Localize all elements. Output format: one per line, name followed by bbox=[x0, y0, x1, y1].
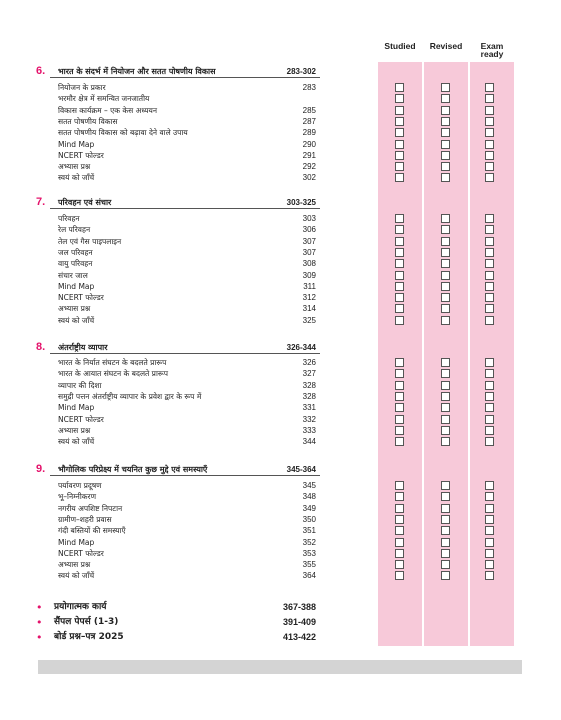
topic-title: Mind Map bbox=[58, 403, 95, 412]
studied-checkbox[interactable] bbox=[395, 83, 404, 92]
studied-checkbox[interactable] bbox=[395, 282, 404, 291]
list-item bbox=[0, 491, 561, 502]
revised-checkbox[interactable] bbox=[441, 560, 450, 569]
topic-page: 326 bbox=[302, 358, 316, 367]
studied-checkbox[interactable] bbox=[395, 571, 404, 580]
extra-section-row bbox=[0, 632, 561, 643]
list-item bbox=[0, 161, 561, 172]
chapter-number: 8. bbox=[36, 341, 46, 353]
studied-checkbox[interactable] bbox=[395, 426, 404, 435]
revised-checkbox[interactable] bbox=[441, 106, 450, 115]
studied-checkbox[interactable] bbox=[395, 381, 404, 390]
list-item bbox=[0, 258, 561, 269]
topic-title: तेल एवं गैस पाइपलाइन bbox=[58, 237, 122, 246]
topic-title: गंदी बस्तियों की समस्याएँ bbox=[58, 526, 126, 535]
topic-page: 333 bbox=[302, 426, 316, 435]
exam-ready-checkbox[interactable] bbox=[485, 259, 494, 268]
revised-checkbox[interactable] bbox=[441, 151, 450, 160]
exam-ready-checkbox[interactable] bbox=[485, 214, 494, 223]
topic-title: व्यापार की दिशा bbox=[58, 381, 102, 390]
list-item bbox=[0, 150, 561, 161]
footer-bar bbox=[38, 660, 522, 674]
topic-page: 291 bbox=[302, 151, 316, 160]
column-header-line1: Exam bbox=[480, 41, 504, 51]
list-item bbox=[0, 127, 561, 138]
list-item bbox=[0, 391, 561, 402]
topic-title: Mind Map bbox=[58, 282, 95, 291]
exam-ready-checkbox[interactable] bbox=[485, 106, 494, 115]
bullet-icon: • bbox=[36, 631, 43, 644]
topic-page: 292 bbox=[302, 162, 316, 171]
studied-checkbox[interactable] bbox=[395, 504, 404, 513]
studied-checkbox[interactable] bbox=[395, 392, 404, 401]
topic-title: अभ्यास प्रश्न bbox=[58, 304, 91, 313]
studied-checkbox[interactable] bbox=[395, 162, 404, 171]
revised-checkbox[interactable] bbox=[441, 415, 450, 424]
topic-title: परिवहन bbox=[58, 214, 80, 223]
extra-section-title: सैंपल पेपर्स (1-3) bbox=[54, 617, 119, 627]
list-item bbox=[0, 116, 561, 127]
exam-ready-checkbox[interactable] bbox=[485, 481, 494, 490]
revised-checkbox[interactable] bbox=[441, 271, 450, 280]
revised-checkbox[interactable] bbox=[441, 526, 450, 535]
studied-checkbox[interactable] bbox=[395, 128, 404, 137]
topic-page: 307 bbox=[302, 237, 316, 246]
topic-title: NCERT फोल्डर bbox=[58, 549, 104, 558]
exam-ready-checkbox[interactable] bbox=[485, 162, 494, 171]
list-item bbox=[0, 224, 561, 235]
topic-page: 303 bbox=[302, 214, 316, 223]
list-item bbox=[0, 292, 561, 303]
topic-page: 306 bbox=[302, 225, 316, 234]
revised-checkbox[interactable] bbox=[441, 369, 450, 378]
exam-ready-checkbox[interactable] bbox=[485, 358, 494, 367]
topic-page: 312 bbox=[302, 293, 316, 302]
revised-checkbox[interactable] bbox=[441, 538, 450, 547]
list-item bbox=[0, 368, 561, 379]
exam-ready-checkbox[interactable] bbox=[485, 403, 494, 412]
list-item bbox=[0, 537, 561, 548]
studied-checkbox[interactable] bbox=[395, 248, 404, 257]
chapter-pages: 345-364 bbox=[286, 465, 316, 474]
revised-checkbox[interactable] bbox=[441, 504, 450, 513]
chapter-row bbox=[0, 342, 561, 353]
topic-page: 331 bbox=[302, 403, 316, 412]
topic-title: अभ्यास प्रश्न bbox=[58, 560, 91, 569]
list-item bbox=[0, 570, 561, 581]
topic-page: 325 bbox=[302, 316, 316, 325]
studied-checkbox[interactable] bbox=[395, 358, 404, 367]
topic-title: संचार जाल bbox=[58, 271, 88, 280]
chapter-pages: 283-302 bbox=[286, 67, 316, 76]
topic-page: 351 bbox=[302, 526, 316, 535]
list-item bbox=[0, 213, 561, 224]
list-item bbox=[0, 303, 561, 314]
revised-checkbox[interactable] bbox=[441, 426, 450, 435]
studied-checkbox[interactable] bbox=[395, 526, 404, 535]
topic-page: 302 bbox=[302, 173, 316, 182]
topic-title: Mind Map bbox=[58, 538, 95, 547]
topic-page: 332 bbox=[302, 415, 316, 424]
exam-ready-checkbox[interactable] bbox=[485, 426, 494, 435]
list-item bbox=[0, 402, 561, 413]
exam-ready-checkbox[interactable] bbox=[485, 316, 494, 325]
chapter-title: भौगोलिक परिप्रेक्ष्य में चयनित कुछ मुद्दे एवं समस्याएँ bbox=[58, 465, 208, 474]
exam-ready-checkbox[interactable] bbox=[485, 369, 494, 378]
topic-page: 352 bbox=[302, 538, 316, 547]
topic-page: 309 bbox=[302, 271, 316, 280]
topic-title: नियोजन के प्रकार bbox=[58, 83, 106, 92]
exam-ready-checkbox[interactable] bbox=[485, 117, 494, 126]
exam-ready-checkbox[interactable] bbox=[485, 282, 494, 291]
bullet-icon: • bbox=[36, 601, 43, 614]
revised-checkbox[interactable] bbox=[441, 549, 450, 558]
revised-checkbox[interactable] bbox=[441, 492, 450, 501]
exam-ready-checkbox[interactable] bbox=[485, 237, 494, 246]
revised-checkbox[interactable] bbox=[441, 381, 450, 390]
topic-title: NCERT फोल्डर bbox=[58, 293, 104, 302]
exam-ready-checkbox[interactable] bbox=[485, 140, 494, 149]
topic-page: 353 bbox=[302, 549, 316, 558]
exam-ready-checkbox[interactable] bbox=[485, 271, 494, 280]
exam-ready-checkbox[interactable] bbox=[485, 173, 494, 182]
extra-section-title: प्रयोगात्मक कार्य bbox=[54, 602, 107, 612]
list-item bbox=[0, 503, 561, 514]
revised-checkbox[interactable] bbox=[441, 515, 450, 524]
topic-page: 283 bbox=[302, 83, 316, 92]
extra-section-pages: 391-409 bbox=[282, 617, 316, 627]
topic-page: 345 bbox=[302, 481, 316, 490]
revised-checkbox[interactable] bbox=[441, 128, 450, 137]
exam-ready-checkbox[interactable] bbox=[485, 128, 494, 137]
exam-ready-checkbox[interactable] bbox=[485, 293, 494, 302]
exam-ready-checkbox[interactable] bbox=[485, 94, 494, 103]
revised-checkbox[interactable] bbox=[441, 214, 450, 223]
topic-page: 311 bbox=[303, 282, 316, 291]
topic-page: 307 bbox=[302, 248, 316, 257]
chapter-row bbox=[0, 66, 561, 77]
revised-checkbox[interactable] bbox=[441, 162, 450, 171]
revised-checkbox[interactable] bbox=[441, 140, 450, 149]
list-item bbox=[0, 105, 561, 116]
list-item bbox=[0, 357, 561, 368]
list-item bbox=[0, 93, 561, 104]
bullet-icon: • bbox=[36, 616, 43, 629]
extra-section-pages: 367-388 bbox=[282, 602, 316, 612]
list-item bbox=[0, 480, 561, 491]
list-item bbox=[0, 414, 561, 425]
topic-page: 328 bbox=[302, 392, 316, 401]
studied-checkbox[interactable] bbox=[395, 403, 404, 412]
exam-ready-checkbox[interactable] bbox=[485, 526, 494, 535]
studied-checkbox[interactable] bbox=[395, 271, 404, 280]
exam-ready-checkbox[interactable] bbox=[485, 560, 494, 569]
topic-page: 328 bbox=[302, 381, 316, 390]
exam-ready-checkbox[interactable] bbox=[485, 504, 494, 513]
topic-title: सतत पोषणीय विकास को बढ़ावा देने वाले उपाय bbox=[58, 128, 188, 137]
revised-checkbox[interactable] bbox=[441, 282, 450, 291]
revised-checkbox[interactable] bbox=[441, 237, 450, 246]
topic-page: 350 bbox=[302, 515, 316, 524]
list-item bbox=[0, 270, 561, 281]
revised-checkbox[interactable] bbox=[441, 304, 450, 313]
list-item bbox=[0, 425, 561, 436]
exam-ready-checkbox[interactable] bbox=[485, 304, 494, 313]
revised-checkbox[interactable] bbox=[441, 225, 450, 234]
studied-checkbox[interactable] bbox=[395, 549, 404, 558]
revised-checkbox[interactable] bbox=[441, 259, 450, 268]
topic-page: 355 bbox=[302, 560, 316, 569]
list-item bbox=[0, 139, 561, 150]
topic-page: 327 bbox=[302, 369, 316, 378]
exam-ready-checkbox[interactable] bbox=[485, 151, 494, 160]
extra-section-pages: 413-422 bbox=[282, 632, 316, 642]
exam-ready-checkbox[interactable] bbox=[485, 225, 494, 234]
revised-checkbox[interactable] bbox=[441, 571, 450, 580]
topic-page: 289 bbox=[302, 128, 316, 137]
revised-checkbox[interactable] bbox=[441, 316, 450, 325]
studied-checkbox[interactable] bbox=[395, 369, 404, 378]
topic-title: Mind Map bbox=[58, 140, 95, 149]
chapter-title: अंतर्राष्ट्रीय व्यापार bbox=[58, 343, 108, 352]
revised-checkbox[interactable] bbox=[441, 358, 450, 367]
topic-page: 287 bbox=[302, 117, 316, 126]
chapter-number: 7. bbox=[36, 196, 46, 208]
revised-checkbox[interactable] bbox=[441, 94, 450, 103]
chapter-pages: 303-325 bbox=[286, 198, 316, 207]
extra-section-row bbox=[0, 602, 561, 613]
chapter-title: परिवहन एवं संचार bbox=[58, 198, 112, 207]
exam-ready-checkbox[interactable] bbox=[485, 392, 494, 401]
topic-title: सतत पोषणीय विकास bbox=[58, 117, 118, 126]
topic-title: भरमौर क्षेत्र में समन्वित जनजातीय bbox=[58, 94, 150, 103]
list-item bbox=[0, 548, 561, 559]
topic-page: 285 bbox=[302, 106, 316, 115]
topic-page: 290 bbox=[302, 140, 316, 149]
topic-title: स्वयं को जाँचें bbox=[58, 437, 95, 446]
exam-ready-checkbox[interactable] bbox=[485, 571, 494, 580]
chapter-row bbox=[0, 464, 561, 475]
column-header-line2: ready bbox=[480, 49, 504, 59]
revised-checkbox[interactable] bbox=[441, 248, 450, 257]
revised-checkbox[interactable] bbox=[441, 437, 450, 446]
list-item bbox=[0, 525, 561, 536]
topic-title: स्वयं को जाँचें bbox=[58, 316, 95, 325]
revised-checkbox[interactable] bbox=[441, 481, 450, 490]
studied-checkbox[interactable] bbox=[395, 151, 404, 160]
studied-checkbox[interactable] bbox=[395, 492, 404, 501]
chapter-divider bbox=[50, 77, 320, 78]
studied-checkbox[interactable] bbox=[395, 437, 404, 446]
topic-title: जल परिवहन bbox=[58, 248, 93, 257]
list-item bbox=[0, 436, 561, 447]
chapter-divider bbox=[50, 475, 320, 476]
topic-page: 348 bbox=[302, 492, 316, 501]
topic-title: वायु परिवहन bbox=[58, 259, 93, 268]
topic-title: पर्यावरण प्रदूषण bbox=[58, 481, 102, 490]
topic-title: समुद्री पत्तन अंतर्राष्ट्रीय व्यापार के प्रवेश द्वार के रूप में bbox=[58, 392, 202, 401]
revised-checkbox[interactable] bbox=[441, 173, 450, 182]
topic-title: NCERT फोल्डर bbox=[58, 415, 104, 424]
chapter-pages: 326-344 bbox=[286, 343, 316, 352]
chapter-divider bbox=[50, 208, 320, 209]
list-item bbox=[0, 172, 561, 183]
chapter-number: 9. bbox=[36, 463, 46, 475]
exam-ready-checkbox[interactable] bbox=[485, 538, 494, 547]
topic-title: नगरीय अपशिष्ट निपटान bbox=[58, 504, 123, 513]
list-item bbox=[0, 380, 561, 391]
exam-ready-checkbox[interactable] bbox=[485, 248, 494, 257]
topic-title: NCERT फोल्डर bbox=[58, 151, 104, 160]
list-item bbox=[0, 514, 561, 525]
studied-checkbox[interactable] bbox=[395, 415, 404, 424]
revised-checkbox[interactable] bbox=[441, 83, 450, 92]
topic-title: भारत के आयात संघटन के बदलते प्रारूप bbox=[58, 369, 168, 378]
revised-checkbox[interactable] bbox=[441, 293, 450, 302]
list-item bbox=[0, 559, 561, 570]
revised-checkbox[interactable] bbox=[441, 392, 450, 401]
extra-section-row bbox=[0, 617, 561, 628]
studied-checkbox[interactable] bbox=[395, 538, 404, 547]
exam-ready-checkbox[interactable] bbox=[485, 83, 494, 92]
studied-checkbox[interactable] bbox=[395, 515, 404, 524]
list-item bbox=[0, 236, 561, 247]
list-item bbox=[0, 247, 561, 258]
topic-title: अभ्यास प्रश्न bbox=[58, 426, 91, 435]
studied-checkbox[interactable] bbox=[395, 560, 404, 569]
extra-section-title: बोर्ड प्रश्न–पत्र 2025 bbox=[54, 632, 124, 642]
studied-checkbox[interactable] bbox=[395, 140, 404, 149]
topic-title: रेल परिवहन bbox=[58, 225, 91, 234]
topic-title: स्वयं को जाँचें bbox=[58, 173, 95, 182]
studied-checkbox[interactable] bbox=[395, 304, 404, 313]
studied-checkbox[interactable] bbox=[395, 94, 404, 103]
topic-title: अभ्यास प्रश्न bbox=[58, 162, 91, 171]
exam-ready-checkbox[interactable] bbox=[485, 437, 494, 446]
exam-ready-checkbox[interactable] bbox=[485, 415, 494, 424]
studied-checkbox[interactable] bbox=[395, 106, 404, 115]
topic-title: स्वयं को जाँचें bbox=[58, 571, 95, 580]
studied-checkbox[interactable] bbox=[395, 481, 404, 490]
exam-ready-checkbox[interactable] bbox=[485, 549, 494, 558]
topic-page: 314 bbox=[302, 304, 316, 313]
studied-checkbox[interactable] bbox=[395, 225, 404, 234]
topic-title: ग्रामीण–शहरी प्रवास bbox=[58, 515, 112, 524]
studied-checkbox[interactable] bbox=[395, 293, 404, 302]
studied-checkbox[interactable] bbox=[395, 259, 404, 268]
topic-page: 349 bbox=[302, 504, 316, 513]
topic-title: भारत के निर्यात संघटन के बदलते प्रारूप bbox=[58, 358, 167, 367]
studied-checkbox[interactable] bbox=[395, 214, 404, 223]
studied-checkbox[interactable] bbox=[395, 237, 404, 246]
list-item bbox=[0, 315, 561, 326]
column-header-exam-ready bbox=[462, 42, 522, 58]
studied-checkbox[interactable] bbox=[395, 117, 404, 126]
topic-page: 344 bbox=[302, 437, 316, 446]
studied-checkbox[interactable] bbox=[395, 316, 404, 325]
studied-checkbox[interactable] bbox=[395, 173, 404, 182]
column-header-line2: Revised bbox=[429, 41, 463, 51]
chapter-number: 6. bbox=[36, 65, 46, 77]
exam-ready-checkbox[interactable] bbox=[485, 492, 494, 501]
topic-title: विकास कार्यक्रम – एक केस अध्ययन bbox=[58, 106, 158, 115]
exam-ready-checkbox[interactable] bbox=[485, 381, 494, 390]
chapter-title: भारत के संदर्भ में नियोजन और सतत पोषणीय विकास bbox=[58, 67, 216, 76]
revised-checkbox[interactable] bbox=[441, 403, 450, 412]
column-header-line2: Studied bbox=[384, 41, 416, 51]
topic-page: 308 bbox=[302, 259, 316, 268]
chapter-divider bbox=[50, 353, 320, 354]
topic-page: 364 bbox=[302, 571, 316, 580]
list-item bbox=[0, 281, 561, 292]
exam-ready-checkbox[interactable] bbox=[485, 515, 494, 524]
revised-checkbox[interactable] bbox=[441, 117, 450, 126]
chapter-row bbox=[0, 197, 561, 208]
list-item bbox=[0, 82, 561, 93]
topic-title: भू–निम्नीकरण bbox=[58, 492, 97, 501]
